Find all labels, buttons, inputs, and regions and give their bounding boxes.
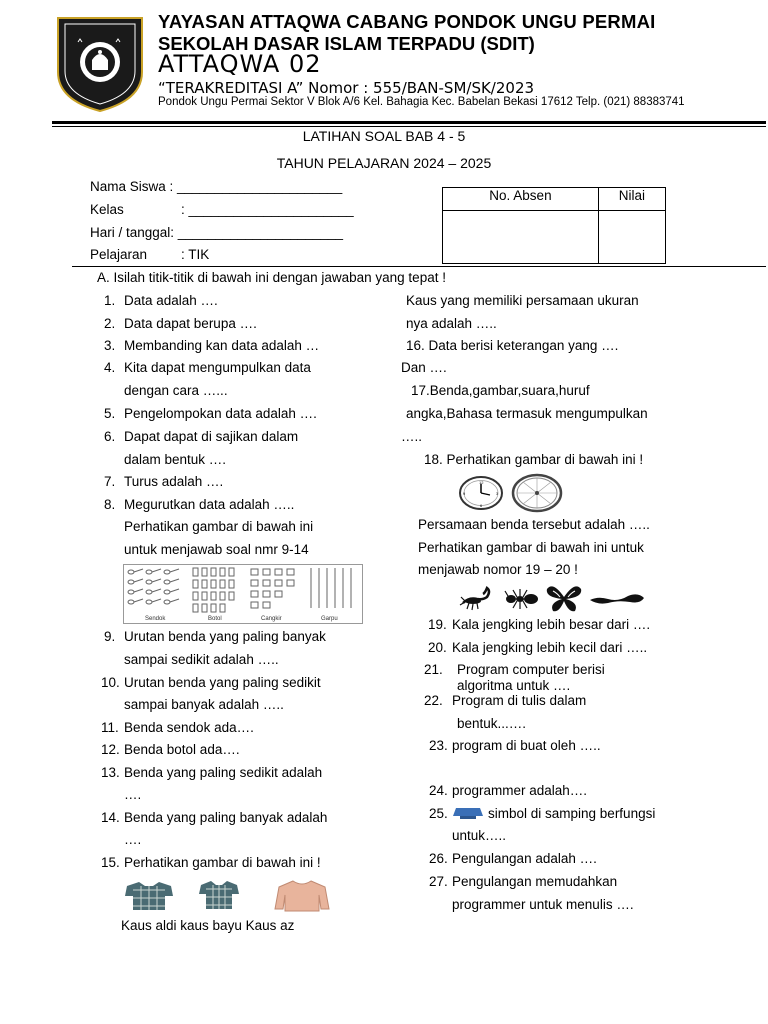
question-number: 12. (101, 742, 120, 757)
question-text: angka,Bahasa termasuk mengumpulkan (406, 406, 648, 421)
question-number: 2. (104, 316, 116, 331)
question-text: 17.Benda,gambar,suara,huruf (411, 383, 590, 398)
question-text: 16. Data berisi keterangan yang …. (406, 338, 619, 353)
section-rule (72, 266, 766, 267)
question-text: Data dapat berupa …. (124, 316, 257, 331)
svg-text:9: 9 (463, 491, 466, 496)
question-text: Benda yang paling sedikit adalah (124, 765, 323, 780)
question-number: 5. (104, 406, 116, 421)
question-text: Persamaan benda tersebut adalah ….. (418, 517, 650, 532)
question-number: 19. (428, 617, 447, 632)
worksheet-title: LATIHAN SOAL BAB 4 - 5 (302, 128, 466, 144)
question-text: Pengulangan adalah …. (452, 851, 597, 866)
header-rule-thin (52, 126, 766, 127)
question-text: Benda sendok ada…. (124, 720, 254, 735)
picture-label: Cangkir (261, 616, 282, 622)
foundation-name: YAYASAN ATTAQWA CABANG PONDOK UNGU PERMAI (158, 11, 656, 32)
question-text: sampai banyak adalah ….. (124, 697, 284, 712)
question-text: Dapat dapat di sajikan dalam (124, 429, 299, 444)
question-text: Benda yang paling banyak adalah (124, 810, 328, 825)
question-number: 25. (429, 806, 448, 821)
question-text: programmer untuk menulis …. (452, 897, 634, 912)
subject-value: : TIK (181, 247, 210, 262)
question-number: 7. (104, 474, 116, 489)
question-text: …. (124, 832, 142, 847)
school-name: ATTAQWA 02 (158, 50, 322, 78)
wheel-icon (511, 473, 563, 513)
shirts-caption: Kaus aldi kaus bayu Kaus az (121, 918, 295, 933)
question-text: dalam bentuk …. (124, 452, 227, 467)
school-type: SEKOLAH DASAR ISLAM TERPADU (SDIT) (158, 33, 535, 54)
question-text: Kaus yang memiliki persamaan ukuran (406, 293, 639, 308)
subject-label: Pelajaran (90, 247, 148, 262)
question-text: sampai sedikit adalah ….. (124, 652, 279, 667)
accreditation-line: “TERAKREDITASI A” Nomor : 555/BAN-SM/SK/2023 (158, 79, 535, 97)
school-address: Pondok Ungu Permai Sektor V Blok A/6 Kel. Bahagia Kec. Babelan Bekasi 17612 Telp. (021) 88383741 (158, 96, 685, 108)
question-text: Pengulangan memudahkan (452, 874, 618, 889)
question-number: 27. (429, 874, 448, 889)
question-text: Program computer berisi (457, 662, 605, 677)
picture-note: Perhatikan gambar di bawah ini untuk (418, 540, 644, 555)
leech-icon (588, 590, 646, 610)
score-table (442, 187, 666, 264)
question-text: dengan cara …... (124, 383, 228, 398)
question-text: simbol di samping berfungsi (488, 806, 656, 821)
ant-icon (504, 588, 540, 610)
question-text: nya adalah ….. (406, 316, 497, 331)
plaid-shirt-icon (198, 879, 240, 911)
question-number: 9. (104, 629, 116, 644)
question-number: 10. (101, 675, 120, 690)
question-text: ….. (401, 429, 423, 444)
question-text: Kala jengking lebih kecil dari ….. (452, 640, 648, 655)
header-rule-thick (52, 121, 766, 124)
question-number: 3. (104, 338, 116, 353)
question-text: Dan …. (401, 360, 447, 375)
date-field[interactable]: Hari / tanggal: ______________________ (90, 225, 343, 240)
question-text: programmer adalah…. (452, 783, 588, 798)
question-text: bentuk...…. (457, 716, 527, 731)
question-number: 22. (424, 693, 443, 708)
question-number: 11. (101, 720, 119, 735)
question-text: Urutan benda yang paling sedikit (124, 675, 321, 690)
wall-clock-icon (458, 475, 504, 511)
question-number: 20. (428, 640, 447, 655)
question-text: 18. Perhatikan gambar di bawah ini ! (424, 452, 644, 467)
question-text: program di buat oleh ….. (452, 738, 601, 753)
question-text: Benda botol ada…. (124, 742, 240, 757)
question-text: …. (124, 787, 142, 802)
question-number: 24. (429, 783, 448, 798)
instruction: A. Isilah titik-titik di bawah ini dengan jawaban yang tepat ! (97, 270, 446, 285)
picture-label: Garpu (321, 616, 338, 622)
question-number: 14. (101, 810, 120, 825)
picture-label: Sendok (145, 616, 166, 622)
school-year: TAHUN PELAJARAN 2024 – 2025 (276, 155, 492, 171)
picture-note: untuk menjawab soal nmr 9-14 (124, 542, 309, 557)
picture-note: Perhatikan gambar di bawah ini (124, 519, 314, 534)
question-text: Megurutkan data adalah ….. (124, 497, 295, 512)
question-number: 4. (104, 360, 116, 375)
process-symbol-icon (452, 806, 484, 820)
absence-number-cell[interactable] (443, 211, 599, 264)
question-number: 8. (104, 497, 116, 512)
question-text: Program di tulis dalam (452, 693, 587, 708)
question-number: 1. (104, 293, 116, 308)
pink-shirt-icon (273, 879, 331, 913)
picture-label: Botol (208, 616, 222, 622)
class-label: Kelas (90, 202, 124, 217)
score-cell[interactable] (598, 211, 665, 264)
question-number: 26. (429, 851, 448, 866)
score-header: Nilai (598, 188, 665, 211)
scorpion-icon (459, 585, 495, 611)
question-number: 15. (101, 855, 120, 870)
question-text: Urutan benda yang paling banyak (124, 629, 326, 644)
butterfly-icon (545, 583, 583, 613)
plaid-shirt-icon (123, 880, 175, 912)
school-logo (52, 14, 148, 114)
student-name-field[interactable]: Nama Siswa : ______________________ (90, 179, 343, 194)
svg-text:6: 6 (480, 503, 483, 508)
question-text: Kita dapat mengumpulkan data (124, 360, 311, 375)
absence-number-header: No. Absen (443, 188, 599, 211)
question-text: algoritma untuk …. (457, 678, 571, 693)
question-text: Data adalah …. (124, 293, 218, 308)
picture-note: menjawab nomor 19 – 20 ! (418, 562, 578, 577)
class-field[interactable]: : ______________________ (181, 202, 354, 217)
question-text: Membanding kan data adalah … (124, 338, 320, 353)
question-number: 21. (424, 662, 443, 677)
svg-text:3: 3 (496, 491, 499, 496)
question-text: Kala jengking lebih besar dari …. (452, 617, 651, 632)
objects-picture (123, 564, 363, 624)
question-number: 13. (101, 765, 120, 780)
question-text: Perhatikan gambar di bawah ini ! (124, 855, 321, 870)
question-text: Turus adalah …. (124, 474, 224, 489)
svg-text:12: 12 (479, 480, 484, 485)
question-text: untuk….. (452, 828, 507, 843)
question-number: 6. (104, 429, 116, 444)
question-text: Pengelompokan data adalah …. (124, 406, 317, 421)
question-number: 23. (429, 738, 448, 753)
